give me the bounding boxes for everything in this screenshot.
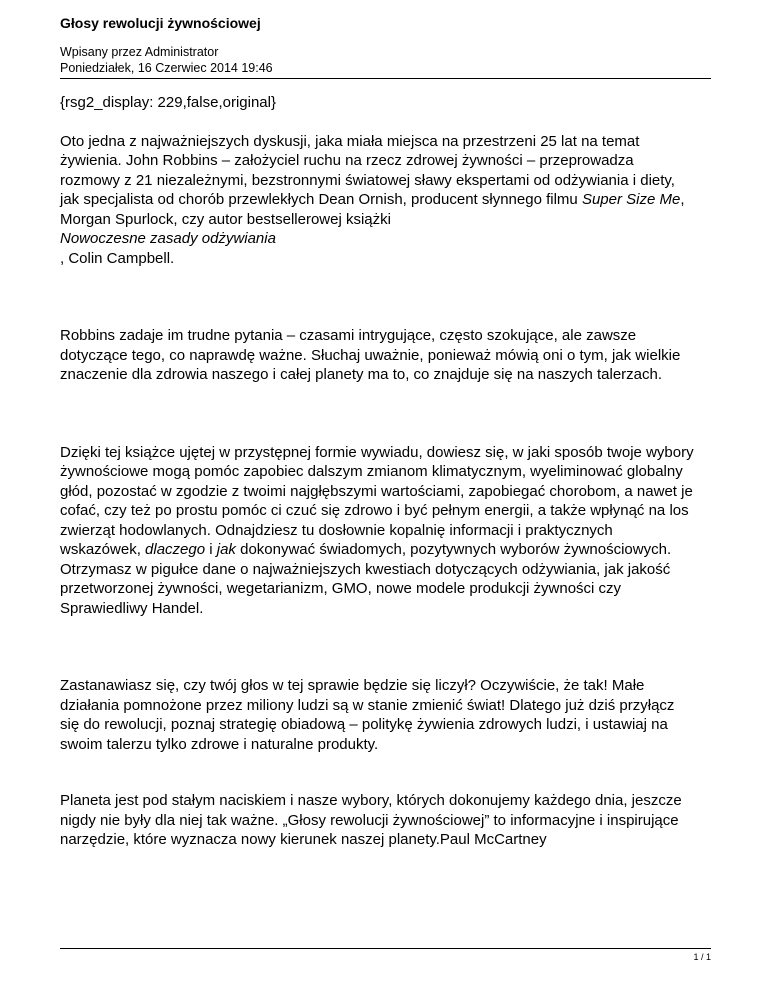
paragraph-2 [60, 326, 750, 385]
text-line: zwierząt hodowlanych. Odnajdziesz tu dosłownie kopalnię informacji i praktycznych [60, 521, 613, 539]
text-line: Planeta jest pod stałym naciskiem i nasze wybory, których dokonujemy każdego dnia, jeszcze [60, 792, 682, 809]
text-span: , [680, 191, 685, 208]
emphasis: dlaczego [145, 541, 206, 558]
text-line: Otrzymasz w pigułce dane o najważniejszych kwestiach dotyczących odżywiania, jak jakość [60, 560, 671, 578]
text-line: żywnościowe mogą pomóc zapobiec dalszym zmianom klimatycznym, wyeliminować globalny [60, 463, 683, 480]
text-line: działania pomnożone przez miliony ludzi są w stanie zmienić świat! Dlatego już dziś przyłącz [60, 696, 675, 714]
text-line: żywienia. John Robbins – założyciel ruchu na rzecz zdrowej żywności – przeprowadza [60, 152, 634, 169]
text-span: i [205, 541, 217, 558]
text-span: dokonywać świadomych, pozytywnych wyborów żywnościowych. [235, 541, 672, 558]
paragraph-4 [60, 676, 750, 754]
text-line: Robbins zadaje im trudne pytania – czasami intrygujące, często szokujące, ale zawsze [60, 327, 637, 344]
text-line: narzędzie, które wyznacza nowy kierunek naszej planety.Paul McCartney [60, 831, 547, 848]
text-line: nigdy nie były dla niej tak ważne. „Głosy rewolucji żywnościowej” to informacyjne i inspirujące [60, 811, 679, 829]
article-body [60, 93, 750, 850]
author-line: Wpisany przez Administrator [60, 45, 219, 59]
text-line: cofać, czy też po prostu pomóc ci czuć się zdrowo i być pełnym energii, a także wpłynąć na los [60, 502, 689, 519]
text-line: rozmowy z 21 niezależnymi, bezstronnymi światowej sławy ekspertami od odżywiania i diety, [60, 171, 675, 189]
text-span: wskazówek, [60, 541, 146, 558]
text-line: Zastanawiasz się, czy twój głos w tej sprawie będzie się liczył? Oczywiście, że tak! Małe [60, 677, 645, 694]
book-title-text: Nowoczesne zasady odżywiania [60, 230, 276, 247]
text-line: Oto jedna z najważniejszych dyskusji, jaka miała miejsca na przestrzeni 25 lat na temat [60, 132, 640, 150]
text-line [60, 540, 750, 560]
film-title: Super Size Me [581, 191, 681, 208]
date-line: Poniedziałek, 16 Czerwiec 2014 19:46 [60, 61, 273, 75]
text-line: przetworzonej żywności, wegetarianizm, GMO, nowe modele produkcji żywności czy [60, 580, 622, 597]
text-line: , Colin Campbell. [60, 249, 175, 267]
emphasis: jak [216, 541, 236, 558]
text-line [60, 190, 750, 210]
paragraph-1 [60, 132, 750, 269]
paragraph-5 [60, 791, 750, 850]
text-line: głód, pozostać w zgodzie z twoimi najgłębszymi wartościami, zapobiegać chorobom, a nawet je [60, 482, 693, 500]
text-line: Sprawiedliwy Handel. [60, 599, 204, 617]
text-line: swoim talerzu tylko zdrowe i naturalne produkty. [60, 735, 379, 753]
text-line: znaczenie dla zdrowia naszego i całej planety ma to, co znajduje się na naszych talerzach. [60, 366, 663, 383]
article-title: Głosy rewolucji żywnościowej [60, 15, 261, 31]
text-line: Dzięki tej książce ujętej w przystępnej formie wywiadu, dowiesz się, w jaki sposób twoje wybory [60, 443, 694, 461]
paragraph-3 [60, 443, 750, 619]
text-line: Morgan Spurlock, czy autor bestsellerowej książki [60, 210, 391, 228]
text-line: się do rewolucji, poznaj strategię obiadową – politykę żywienia zdrowych ludzi, i ustawiaj na [60, 716, 668, 733]
footer-divider [60, 948, 711, 949]
page-number: 1 / 1 [693, 952, 711, 962]
article-meta [60, 44, 273, 76]
text-line: dotyczące tego, co naprawdę ważne. Słuchaj uważnie, ponieważ mówią oni o tym, jak wielkie [60, 346, 681, 364]
gallery-placeholder: {rsg2_display: 229,false,original} [60, 94, 276, 111]
header-divider [60, 78, 711, 79]
book-title [60, 229, 750, 249]
text-span: jak specjalista od chorób przewlekłych Dean Ornish, producent słynnego filmu [60, 191, 582, 208]
